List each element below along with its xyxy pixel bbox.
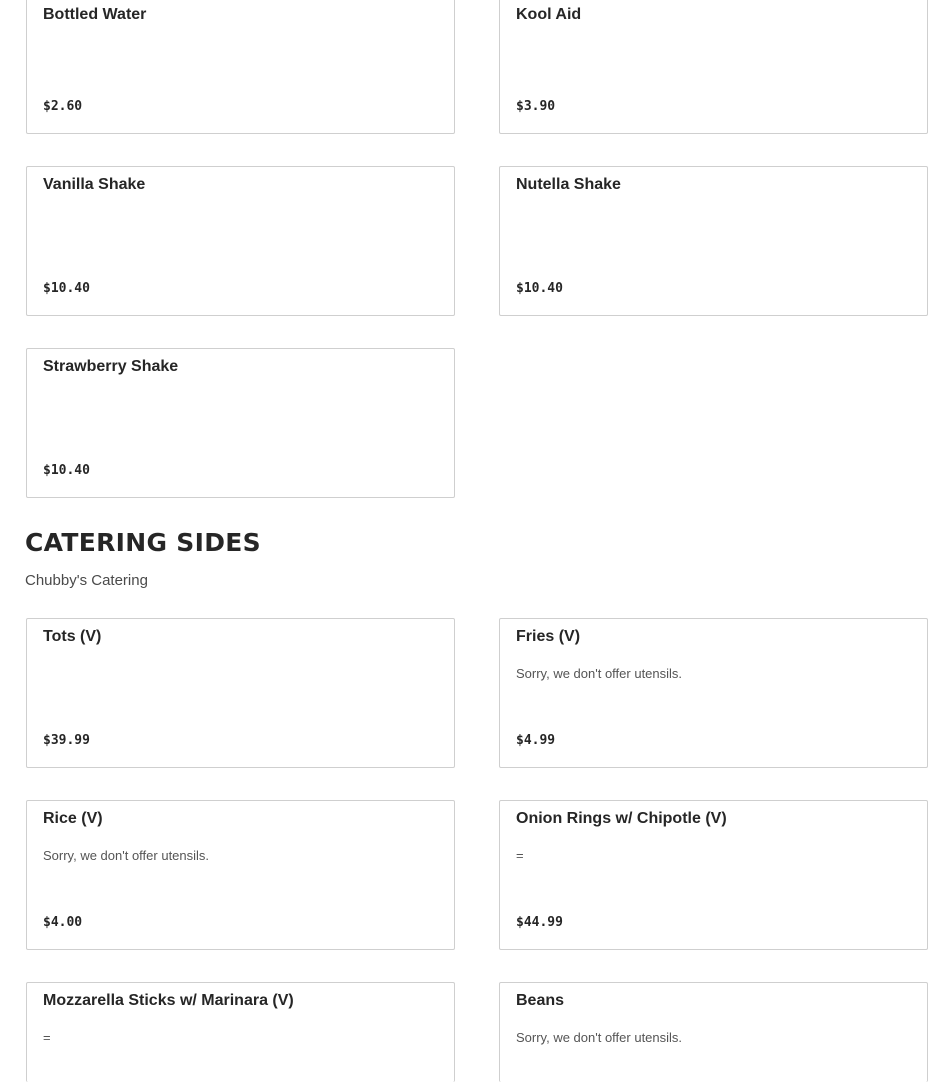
- menu-item-card[interactable]: [26, 618, 455, 768]
- menu-item-card[interactable]: [499, 982, 928, 1082]
- menu-item-price: $3.90: [516, 99, 556, 114]
- menu-item-price: $44.99: [516, 915, 563, 930]
- menu-item-price: $2.60: [43, 99, 83, 114]
- menu-item-card[interactable]: [26, 800, 455, 950]
- menu-item-name: Vanilla Shake: [43, 176, 146, 193]
- menu-item-price: $10.40: [516, 281, 563, 296]
- menu-item-price: $10.40: [43, 463, 90, 478]
- menu-item-name: Mozzarella Sticks w/ Marinara (V): [43, 992, 294, 1009]
- menu-item-name: Fries (V): [516, 628, 581, 645]
- menu-item-description: Sorry, we don't offer utensils.: [516, 666, 683, 681]
- menu-item-name: Strawberry Shake: [43, 358, 179, 375]
- menu-item-card[interactable]: [499, 166, 928, 316]
- menu-item-card[interactable]: [26, 982, 455, 1082]
- menu-item-price: $4.99: [516, 733, 556, 748]
- menu-item-name: Nutella Shake: [516, 176, 621, 193]
- menu-item-card[interactable]: [26, 0, 455, 134]
- menu-item-description: =: [516, 848, 524, 863]
- menu-item-price: $4.00: [43, 915, 83, 930]
- menu-item-name: Rice (V): [43, 810, 103, 827]
- menu-item-description: Sorry, we don't offer utensils.: [516, 1030, 683, 1045]
- menu-item-description: Sorry, we don't offer utensils.: [43, 848, 210, 863]
- menu-item-description: =: [43, 1030, 51, 1045]
- menu-item-card[interactable]: [499, 0, 928, 134]
- menu-item-price: $10.40: [43, 281, 90, 296]
- section-subtitle: Chubby's Catering: [25, 572, 148, 589]
- section-title: CATERING SIDES: [25, 528, 261, 557]
- menu-item-name: Beans: [516, 992, 565, 1009]
- menu-item-name: Tots (V): [43, 628, 102, 645]
- menu-item-card[interactable]: [499, 618, 928, 768]
- menu-item-card[interactable]: [499, 800, 928, 950]
- menu-item-card[interactable]: [26, 348, 455, 498]
- menu-item-card[interactable]: [26, 166, 455, 316]
- menu-item-name: Bottled Water: [43, 6, 147, 23]
- menu-item-name: Onion Rings w/ Chipotle (V): [516, 810, 727, 827]
- menu-item-price: $39.99: [43, 733, 90, 748]
- menu-item-name: Kool Aid: [516, 6, 582, 23]
